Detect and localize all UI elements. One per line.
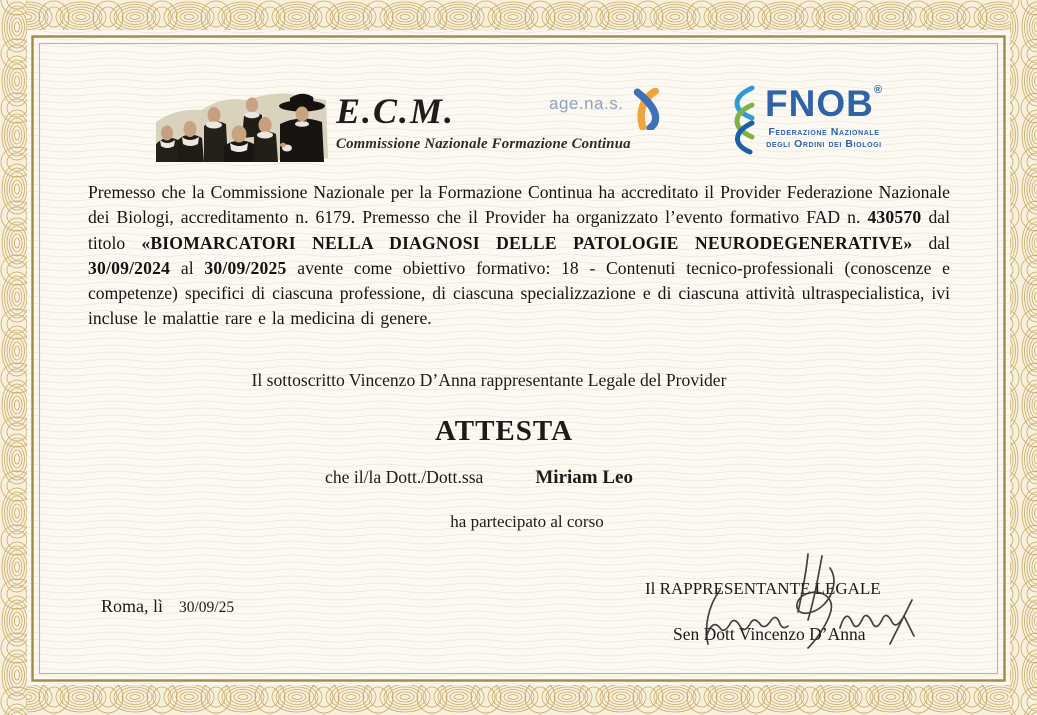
registered-trademark-symbol: ® <box>873 84 883 96</box>
participation-line: ha partecipato al corso <box>450 512 604 531</box>
ecm-title: E.C.M. <box>336 91 456 131</box>
commission-painting <box>150 88 332 162</box>
fnob-wordmark: FNOB® <box>765 83 883 124</box>
handwritten-signature <box>680 548 930 653</box>
agenas-logo <box>549 88 671 130</box>
date-value: 30/09/25 <box>179 599 235 616</box>
place-date-line <box>101 596 234 617</box>
participant-name: Miriam Leo <box>535 467 633 488</box>
fnob-dna-helix-icon <box>727 85 759 155</box>
agenas-wordmark: age.na.s. <box>549 94 624 113</box>
participant-prefix: che il/la Dott./Dott.ssa <box>325 467 484 487</box>
place-label: Roma, lì <box>101 596 163 616</box>
accreditation-premise-paragraph: Premesso che la Commissione Nazionale per la Formazione Continua ha accreditato il Provider Federazione Nazionale dei Biologi, accreditamento n. 6179. Premesso che il Provider ha organizzato l’evento formativo FAD n. 430570 dal titolo «BIOMARCATORI NELLA DIAGNOSI DELLE PATOLOGIE NEURODEGENERATIVE» dal 30/09/2024 al 30/09/2025 avente come obiettivo formativo: 18 - Contenuti tecnico-professionali (conoscenze e competenze) specifici di ciascuna professione, di ciascuna specializzazione e di ciascuna attività ultraspecialistica, ivi incluse le malattie rare e la medicina di genere. <box>88 182 950 329</box>
signer-name: Sen Dott Vincenzo D’Anna <box>673 624 866 644</box>
group-portrait-painting-image <box>150 88 332 162</box>
subscriber-line: Il sottoscritto Vincenzo D’Anna rappresentante Legale del Provider <box>251 370 727 390</box>
fnob-caption: Federazione Nazionale degli Ordini dei Biologi <box>766 126 882 151</box>
fnob-logo <box>727 85 883 155</box>
fnob-text-block <box>765 85 883 150</box>
legal-representative-title: Il RAPPRESENTANTE LEGALE <box>645 579 881 598</box>
agenas-ribbon-icon <box>627 88 671 130</box>
participant-line <box>88 467 950 489</box>
ecm-subtitle: Commissione Nazionale Formazione Continua <box>336 136 631 152</box>
attesta-heading: ATTESTA <box>434 415 574 447</box>
